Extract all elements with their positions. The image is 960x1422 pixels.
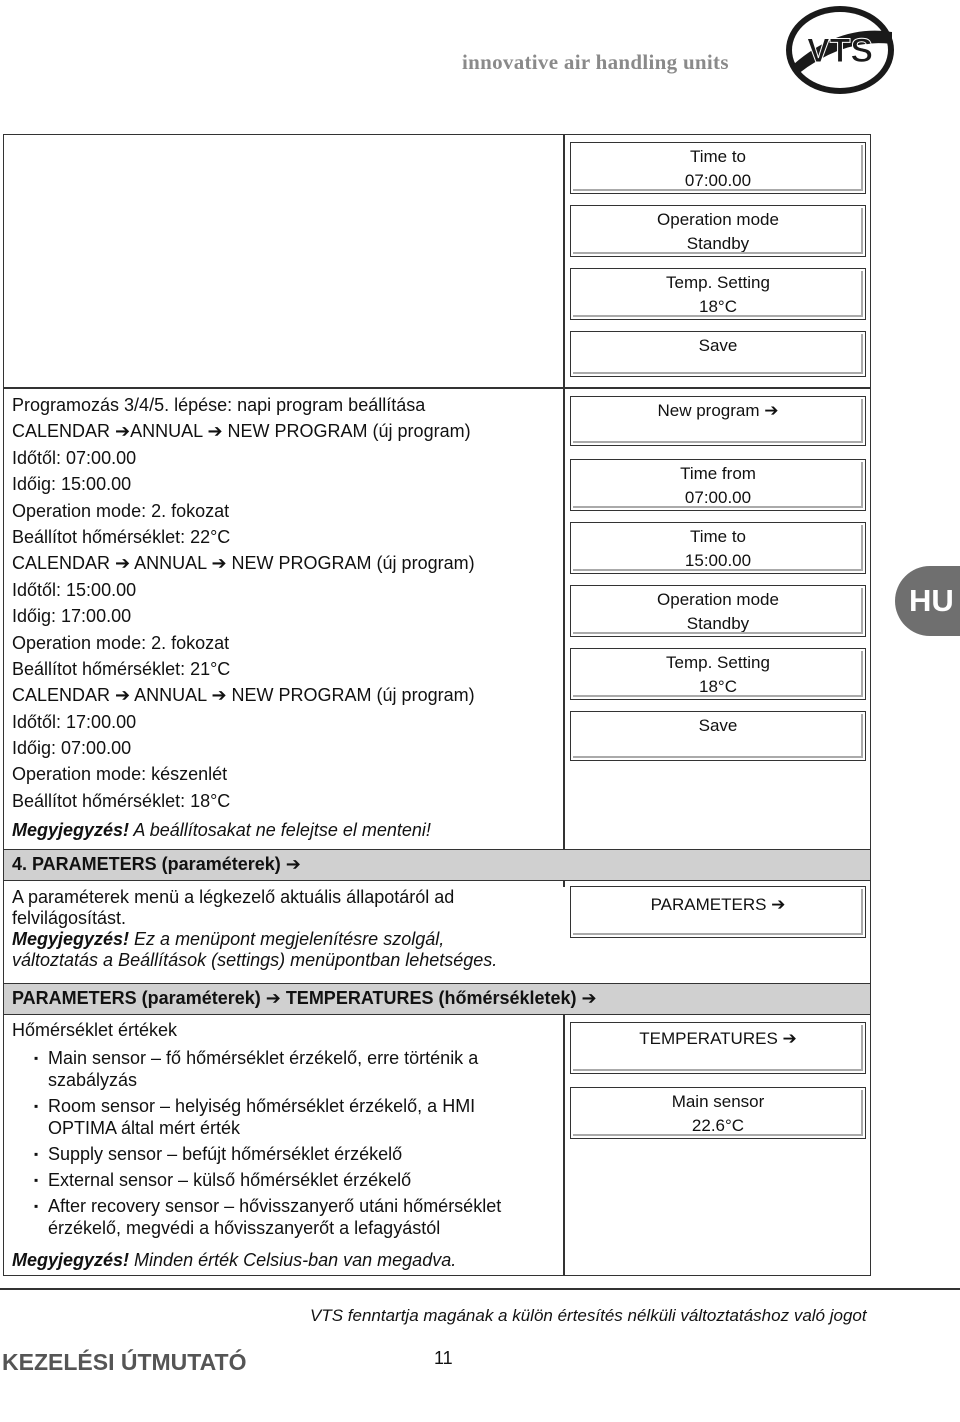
note-text: változtatás a Beállítások (settings) menüpontban lehetséges. <box>12 950 498 970</box>
hmi-temp-setting: Temp. Setting 18°C <box>570 268 866 320</box>
disclaimer: VTS fenntartja magának a külön értesítés nélküli változtatáshoz való jogot <box>310 1306 867 1325</box>
step-line: Beállítot hőmérséklet: 21°C <box>12 658 231 679</box>
step-line: Időig: 17:00.00 <box>12 606 132 627</box>
manual-title: KEZELÉSI ÚTMUTATÓ <box>2 1349 247 1375</box>
hmi-operation-mode-2: Operation mode Standby <box>570 585 866 637</box>
step-line: Időig: 15:00.00 <box>12 474 132 495</box>
note-text: A beállítosakat ne felejtse el menteni! <box>129 820 431 840</box>
step-line: Beállítot hőmérséklet: 18°C <box>12 790 231 811</box>
page-number: 11 <box>434 1348 453 1368</box>
column-divider-mid <box>563 387 565 887</box>
step-line: CALENDAR ➔ ANNUAL ➔ NEW PROGRAM (új program) <box>12 553 475 574</box>
sensor-item: ▪ Supply sensor – befújt hőmérséklet érzékelő <box>12 1143 501 1165</box>
note-text: Ez a menüpont megjelenítésre szolgál, <box>129 929 445 949</box>
footer-rule <box>0 1288 960 1290</box>
hmi-new-program: New program ➔ <box>570 396 866 446</box>
step-line: Programozás 3/4/5. lépése: napi program beállítása <box>12 395 426 415</box>
hmi-temperatures: TEMPERATURES ➔ <box>570 1022 866 1074</box>
hmi-time-to-2: Time to 15:00.00 <box>570 522 866 574</box>
temperatures-intro: Hőmérséklet értékek <box>12 1020 178 1040</box>
hmi-temp-setting-2: Temp. Setting 18°C <box>570 648 866 700</box>
step-line: Operation mode: 2. fokozat <box>12 500 230 521</box>
step-line: Időtől: 17:00.00 <box>12 711 137 732</box>
section4-text: felvilágosítást. <box>12 908 127 928</box>
sensor-item: ▪ External sensor – külső hőmérséklet érzékelő <box>12 1169 501 1191</box>
sensor-item: ▪ After recovery sensor – hővisszanyerő utáni hőmérséklet érzékelő, megvédi a hővisszanyerőt a lefagyástól <box>12 1195 501 1239</box>
section3-note <box>12 820 431 841</box>
logo-text: VTS <box>806 32 874 70</box>
note-label: Megyjegyzés! <box>12 1250 130 1270</box>
tagline: innovative air handling units <box>462 50 729 74</box>
hmi-parameters: PARAMETERS ➔ <box>570 886 866 938</box>
language-tab-hu: HU <box>895 566 960 636</box>
vts-logo <box>784 4 896 96</box>
section4-text: A paraméterek menü a légkezelő aktuális állapotáról ad <box>12 887 455 907</box>
program-steps <box>12 392 475 814</box>
step-line: Beállítot hőmérséklet: 22°C <box>12 526 231 547</box>
note-text: Minden érték Celsius-ban van megadva. <box>129 1250 457 1270</box>
step-line: CALENDAR ➔ ANNUAL ➔ NEW PROGRAM (új program) <box>12 685 475 706</box>
hmi-save: Save <box>570 331 866 377</box>
row-divider-1 <box>3 387 871 389</box>
step-line: Operation mode: készenlét <box>12 764 228 785</box>
section4-heading: 4. PARAMETERS (paraméterek) ➔ <box>4 849 870 881</box>
hmi-time-to: Time to 07:00.00 <box>570 142 866 194</box>
hmi-operation-mode: Operation mode Standby <box>570 205 866 257</box>
temperatures-note <box>12 1250 456 1271</box>
step-line: CALENDAR ➔ANNUAL ➔ NEW PROGRAM (új program) <box>12 421 471 442</box>
step-line: Időig: 07:00.00 <box>12 738 132 759</box>
step-line: Operation mode: 2. fokozat <box>12 632 230 653</box>
hmi-main-sensor: Main sensor 22.6°C <box>570 1087 866 1139</box>
sensor-item: ▪ Main sensor – fő hőmérséklet érzékelő, erre történik a szabályzás <box>12 1047 501 1091</box>
temperatures-heading: PARAMETERS (paraméterek) ➔ TEMPERATURES (hőmérsékletek) ➔ <box>4 983 870 1015</box>
column-divider-top <box>563 134 565 388</box>
hmi-save-2: Save <box>570 711 866 761</box>
step-line: Időtől: 07:00.00 <box>12 447 137 468</box>
note-label: Megyjegyzés! <box>12 929 130 949</box>
step-line: Időtől: 15:00.00 <box>12 579 137 600</box>
sensor-list <box>12 1047 501 1243</box>
note-label: Megyjegyzés! <box>12 820 130 840</box>
sensor-item: ▪ Room sensor – helyiség hőmérséklet érzékelő, a HMI OPTIMA által mért érték <box>12 1095 501 1139</box>
hmi-time-from: Time from 07:00.00 <box>570 459 866 511</box>
section4-body <box>12 887 497 971</box>
column-divider-bottom <box>563 1013 565 1276</box>
